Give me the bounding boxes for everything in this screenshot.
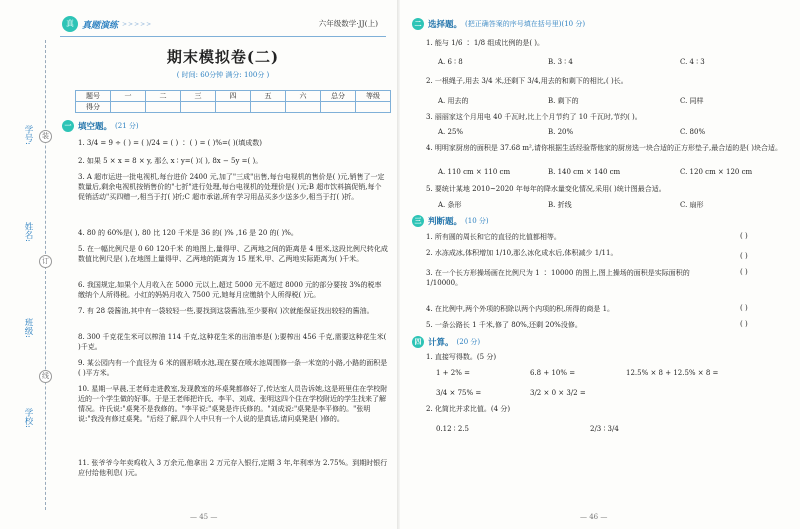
section-title: 计算。 xyxy=(428,338,454,348)
choice-5-option-c[interactable]: C. 扇形 xyxy=(680,201,704,209)
score-input-cell[interactable] xyxy=(111,102,146,113)
question-10: 10. 星期一早晨,王老师走进教室,发现教室的坏桌凳都修好了,传达室人员告诉她,这是班里住在学校附近的一个学生做的好事。于是王老师把许氏、李平、刘成、张明这四个住在学校附近的学生找来了解情况。许氏说:"桌凳不是我修的。"李平说:"桌凳是许氏修的。"刘成说:"桌凳是李平修的。"张明说:"我没有修过桌凳。"后经了解,四个人中只有一个人说的是真话,请问桌凳是( )修的。 xyxy=(78,385,388,423)
choice-4-option-a[interactable]: A. 110 cm × 110 cm xyxy=(438,168,511,176)
choice-question-4: 4. 明明家厨房的面积是 37.68 m²,请你根据生活经验帮他家的厨房选一块合适的正方形垫子,最合适的是( )块合适。 xyxy=(426,144,782,152)
question-9: 9. 某公园内有一个直径为 6 米的圆形喷水池,现在要在喷水池周围修一条一米宽的小路,小路的面积是( )平方米。 xyxy=(78,359,388,377)
section-judgement-header xyxy=(412,215,489,227)
question-4: 4. 80 的 60%是( ), 80 比 120 千米是 36 的( )% ,16 是 20 的( )%。 xyxy=(78,229,298,237)
section-score: (21 分) xyxy=(115,122,139,130)
choice-1-option-c[interactable]: C. 4 ∶ 3 xyxy=(680,58,705,66)
cut-line xyxy=(45,40,46,510)
answer-blank[interactable]: ( ) xyxy=(740,252,748,260)
section-number-icon: 四 xyxy=(412,336,424,348)
margin-label-school: 学校: xyxy=(23,408,33,428)
choice-3-option-c[interactable]: C. 80% xyxy=(680,128,706,136)
margin-label-class: 班级: xyxy=(23,318,33,338)
simplify-item: 2/3 ∶ 3/4 xyxy=(590,425,619,433)
question-8: 8. 300 千克花生米可以榨油 114 千克,这种花生米的出油率是( );要榨出 456 千克,需要这种花生米( )千克。 xyxy=(78,333,387,351)
section-fill-blank-header xyxy=(62,120,139,132)
score-table-row-label: 得分 xyxy=(76,102,111,113)
answer-blank[interactable]: ( ) xyxy=(740,232,748,240)
section-number-icon: 三 xyxy=(412,215,424,227)
score-input-cell[interactable] xyxy=(146,102,181,113)
score-input-cell[interactable] xyxy=(181,102,216,113)
answer-blank[interactable]: ( ) xyxy=(740,320,748,328)
choice-4-option-c[interactable]: C. 120 cm × 120 cm xyxy=(680,168,753,176)
section-title: 判断题。 xyxy=(428,217,463,227)
question-3: 3. A 超市运进一批电视机,每台进价 2400 元,加了"三成"出售,每台电视机的售价是( )元,销售了一定数量后,剩余电视机按销售价的"七折"进行处理,每台电视机的处理价是( )元;B 超市饮料搞促销,每个促销活动"买四赠一,相当于打( )折;C 超市承诺,所有学习用品买多少送多少,相当于打( )折。 xyxy=(78,173,385,201)
section-title: 填空题。 xyxy=(78,122,113,132)
binding-margin xyxy=(0,0,48,529)
choice-3-option-a[interactable]: A. 25% xyxy=(438,128,464,136)
judgement-2: 2. 水冻成冰,体积增加 1/10,那么冰化成水后,体积减少 1/11。 xyxy=(426,249,618,257)
question-1: 1. 3/4 = 9 ÷ ( ) = ( )/24 = ( ) ∶ ( ) = ( )%=( )(填成数) xyxy=(78,139,263,147)
simplify-item: 0.12 ∶ 2.5 xyxy=(436,425,469,433)
binding-hole: 订 xyxy=(39,255,52,268)
score-table-cell: 四 xyxy=(216,91,251,102)
section-score: (10 分) xyxy=(465,217,489,225)
score-table-cell: 题号 xyxy=(76,91,111,102)
choice-2-option-a[interactable]: A. 用去的 xyxy=(438,97,469,105)
score-input-cell[interactable] xyxy=(286,102,321,113)
score-table-cell: 三 xyxy=(181,91,216,102)
question-7: 7. 有 28 袋酱油,其中有一袋较轻一些,要找到这袋酱油,至少要称( )次就能保证找出较轻的酱油。 xyxy=(78,307,374,315)
judgement-5: 5. 一条公路长 1 千米,修了 80%,还剩 20%没修。 xyxy=(426,321,582,329)
score-table-score-row xyxy=(76,102,391,113)
page-title: 期末模拟卷(二) xyxy=(166,48,280,66)
choice-3-option-b[interactable]: B. 20% xyxy=(548,128,574,136)
score-table-header-row xyxy=(76,91,391,102)
calc-item: 1 + 2% = xyxy=(436,369,470,377)
simplify-subtitle: 2. 化简比并求比值。(4 分) xyxy=(426,405,511,413)
section-score: (20 分) xyxy=(456,338,481,346)
score-table-cell: 一 xyxy=(111,91,146,102)
choice-5-option-a[interactable]: A. 条形 xyxy=(438,201,462,209)
choice-2-option-c[interactable]: C. 同样 xyxy=(680,97,704,105)
section-title: 选择题。 xyxy=(428,20,463,30)
time-score-info: ( 时间: 60分钟 满分: 100分 ) xyxy=(176,71,270,79)
question-6: 6. 我国规定,如果个人月收入在 5000 元以上,超过 5000 元不超过 8000 元的部分要按 3%的税率缴纳个人所得税。小红的妈妈月收入 7500 元,她每月应缴纳个人所得税( )元。 xyxy=(78,281,382,299)
calc-item: 3/4 × 75% = xyxy=(436,389,482,397)
choice-5-option-b[interactable]: B. 折线 xyxy=(548,201,572,209)
score-table-cell: 五 xyxy=(251,91,286,102)
right-page xyxy=(400,0,800,529)
answer-blank[interactable]: ( ) xyxy=(740,268,748,276)
margin-label-name: 姓名: xyxy=(23,222,33,242)
choice-question-5: 5. 要统计某地 2010~2020 年每年的降水量变化情况,采用( )统计图最合适。 xyxy=(426,185,666,193)
banner xyxy=(62,16,152,32)
choice-2-option-b[interactable]: B. 剩下的 xyxy=(548,97,579,105)
score-table xyxy=(75,90,391,113)
score-input-cell[interactable] xyxy=(216,102,251,113)
choice-question-1: 1. 能与 1/6 ∶ 1/8 组成比例的是( )。 xyxy=(426,39,545,47)
section-choice-header xyxy=(412,18,585,30)
score-input-cell[interactable] xyxy=(321,102,356,113)
binding-hole: 装 xyxy=(39,130,52,143)
choice-4-option-b[interactable]: B. 140 cm × 140 cm xyxy=(548,168,621,176)
calc-item: 12.5% × 8 + 12.5% × 8 = xyxy=(626,369,719,377)
score-input-cell[interactable] xyxy=(251,102,286,113)
page-number: — 46 — xyxy=(580,513,608,521)
section-score: (把正确答案的序号填在括号里)(10 分) xyxy=(465,20,586,28)
score-table-cell: 六 xyxy=(286,91,321,102)
choice-1-option-a[interactable]: A. 6 ∶ 8 xyxy=(438,58,463,66)
section-calculation-header xyxy=(412,336,480,348)
judgement-4: 4. 在比例中,两个外项的积除以两个内项的积,所得的商是 1。 xyxy=(426,305,615,313)
question-11: 11. 张爷爷今年卖鸡收入 3 万余元,他拿出 2 万元存入银行,定期 3 年,年利率为 2.75%。到期时银行应付给他利息( )元。 xyxy=(78,459,388,477)
score-table-cell: 二 xyxy=(146,91,181,102)
question-2: 2. 如果 5 × x = 8 × y, 那么 x ∶ y=( )∶( ), 8x − 5y =( )。 xyxy=(78,157,263,165)
question-5: 5. 在一幅比例尺是 0 60 120千米 的地图上,量得甲、乙两地之间的距离是 4 厘米,这段比例尺转化成数值比例尺是( ),在地图上量得甲、乙两地的距离为 15 厘米,甲、乙两地实际距离为( )千米。 xyxy=(78,245,388,263)
binding-hole: 线 xyxy=(39,370,52,383)
grade-label: 六年级数学·JJ(上) xyxy=(318,19,378,28)
calc-item: 3/2 × 0 × 3/2 = xyxy=(530,389,586,397)
choice-question-3: 3. 丽丽家这个月用电 40 千瓦时,比上个月节约了 10 千瓦时,节约( )。 xyxy=(426,113,642,121)
judgement-1: 1. 所有圆的周长和它的直径的比值都相等。 xyxy=(426,233,561,241)
margin-label-student-id: 学号: xyxy=(23,125,33,145)
header-rule xyxy=(60,36,386,37)
score-input-cell[interactable] xyxy=(356,102,391,113)
chevrons-icon: >>>>> xyxy=(122,20,153,28)
choice-question-2: 2. 一根绳子,用去 3/4 米,还剩下 3/4,用去的和剩下的相比,( )长。 xyxy=(426,77,628,85)
judgement-3: 3. 在一个长方形操场画在比例尺为 1 ∶ 10000 的图上,图上操场的面积是实际面积的 1/10000。 xyxy=(426,269,690,287)
score-table-cell: 等级 xyxy=(356,91,391,102)
calc-item: 6.8 + 10% = xyxy=(530,369,576,377)
score-table-cell: 总分 xyxy=(321,91,356,102)
banner-logo-icon: 真 xyxy=(62,16,78,32)
section-number-icon: 一 xyxy=(62,120,74,132)
section-number-icon: 二 xyxy=(412,18,424,30)
page-number: — 45 — xyxy=(190,513,218,521)
answer-blank[interactable]: ( ) xyxy=(740,304,748,312)
banner-text: 真题演练 xyxy=(82,20,119,31)
choice-1-option-b[interactable]: B. 3 ∶ 4 xyxy=(548,58,573,66)
calc-subtitle: 1. 直接写得数。(5 分) xyxy=(426,353,497,361)
